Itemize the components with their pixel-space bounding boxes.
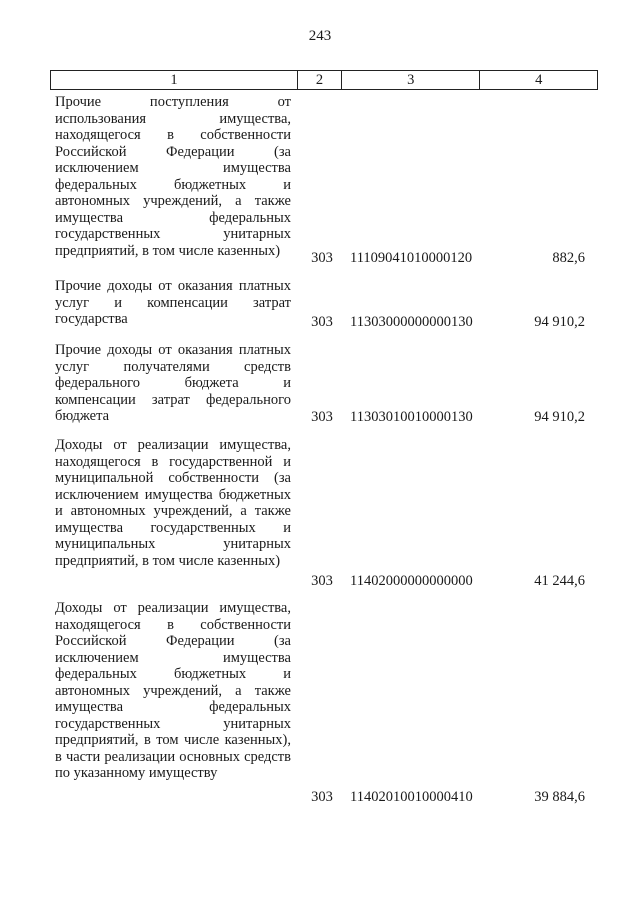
- header-col-2: 2: [298, 71, 342, 89]
- row-admin-code: 303: [311, 573, 333, 589]
- row-kbk-code: 11303010010000130: [350, 409, 473, 425]
- row-amount: 94 910,2: [534, 409, 585, 425]
- row-admin-code: 303: [311, 409, 333, 425]
- row-description: Прочие доходы от оказания платных услуг и компенсации затрат государства: [55, 278, 291, 327]
- row-description: Доходы от реализации имущества, находящегося в государственной и муниципальной собственности (за исключением имущества бюджетных и автономных учреждений, а также имущества государственных и муниципальных унитарных предприятий, в том числе казенных): [55, 437, 291, 569]
- row-amount: 94 910,2: [534, 314, 585, 330]
- row-description: Прочие поступления от использования имущества, находящегося в собственности Российской Федерации (за исключением имущества федеральных бюджетных и автономных учреждений, а также имущества федеральных государственных унитарных предприятий, в том числе казенных): [55, 94, 291, 259]
- row-amount: 39 884,6: [534, 789, 585, 805]
- row-amount: 41 244,6: [534, 573, 585, 589]
- row-description: Прочие доходы от оказания платных услуг получателями средств федерального бюджета и компенсации затрат федерального бюджета: [55, 342, 291, 424]
- header-col-3: 3: [342, 71, 481, 89]
- header-col-4: 4: [535, 72, 543, 88]
- row-kbk-code: 11303000000000130: [350, 314, 473, 330]
- row-admin-code: 303: [311, 314, 333, 330]
- header-col-1: 1: [51, 71, 298, 89]
- row-admin-code: 303: [311, 789, 333, 805]
- row-amount: 882,6: [552, 250, 585, 266]
- table-header: [50, 70, 598, 90]
- row-kbk-code: 11402010010000410: [350, 789, 473, 805]
- row-kbk-code: 11109041010000120: [350, 250, 473, 266]
- row-admin-code: 303: [311, 250, 333, 266]
- row-description: Доходы от реализации имущества, находящегося в собственности Российской Федерации (за исключением имущества федеральных бюджетных и автономных учреждений, а также имущества федеральных государственных унитарных предприятий, в том числе казенных), в части реализации основных средств по указанному имуществу: [55, 600, 291, 781]
- page-number: 243: [308, 28, 332, 44]
- row-kbk-code: 11402000000000000: [350, 573, 473, 589]
